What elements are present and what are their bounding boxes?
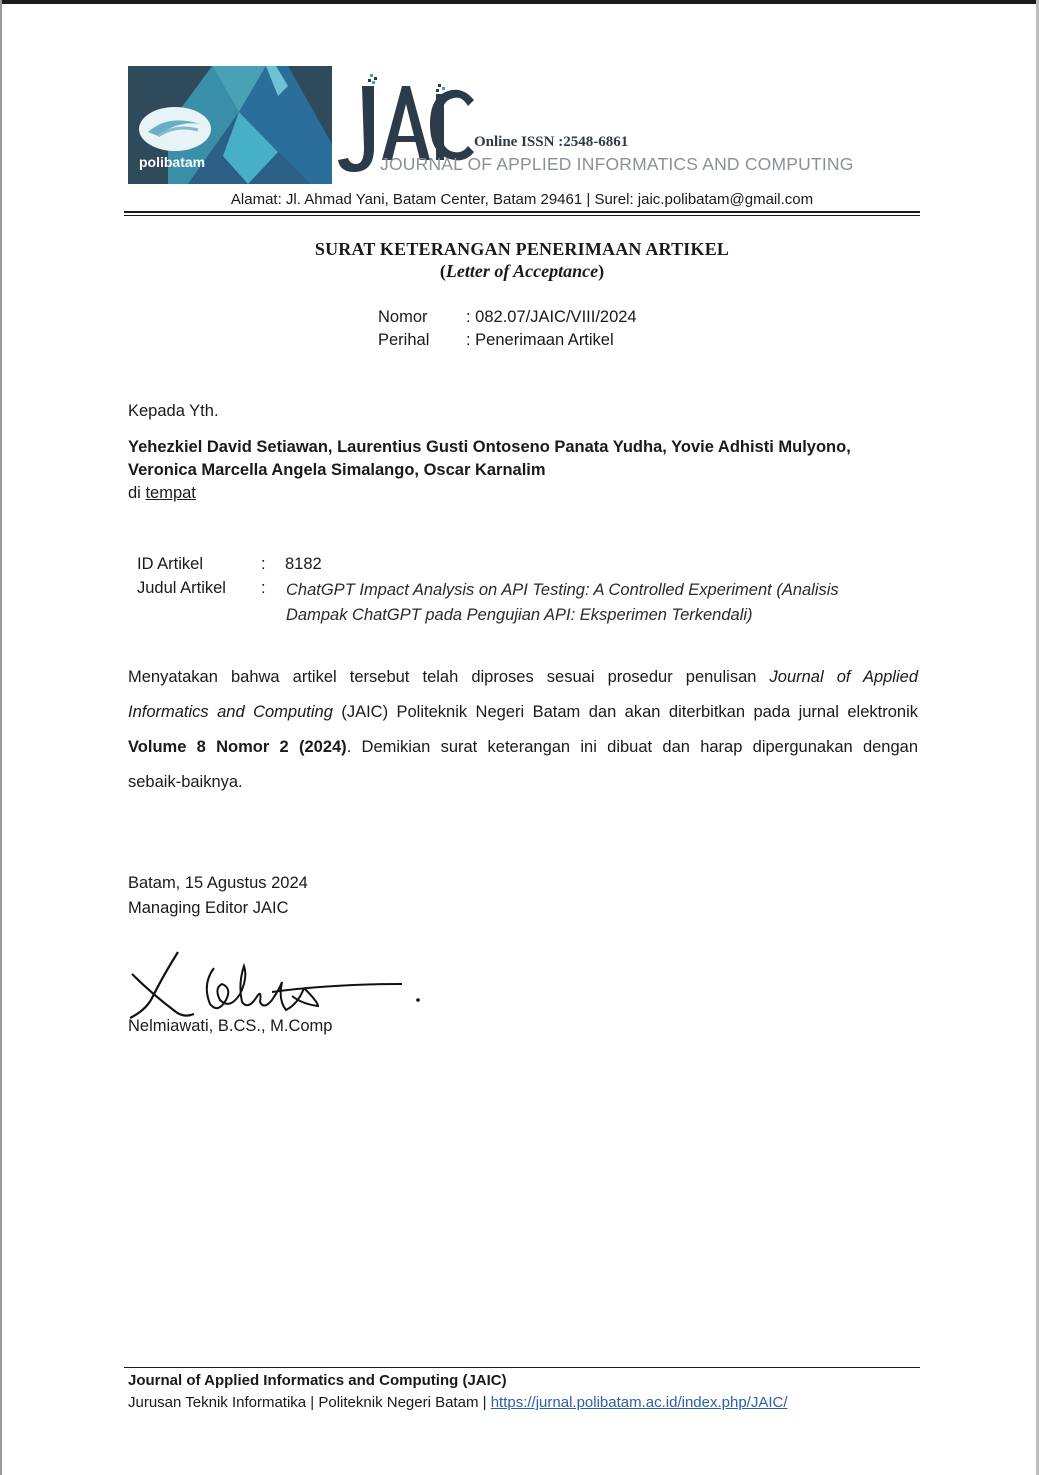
- journal-address: Alamat: Jl. Ahmad Yani, Batam Center, Batam 29461 | Surel: jaic.polibatam@gmail.com: [230, 191, 814, 208]
- signer-name: Nelmiawati, B.CS., M.Comp: [128, 1017, 333, 1035]
- recipients-line-2: Veronica Marcella Angela Simalango, Oscar Karnalim: [128, 461, 546, 479]
- issn-label: Online ISSN :2548-6861: [474, 134, 629, 150]
- logo-label: polibatam: [139, 154, 206, 170]
- salutation: Kepada Yth.: [128, 402, 219, 420]
- recipients-line-1: Yehezkiel David Setiawan, Laurentius Gusti Ontoseno Panata Yudha, Yovie Adhisti Mulyono,: [128, 438, 851, 456]
- article-id-row: ID Artikel : 8182: [137, 555, 322, 573]
- header-divider-thin: [124, 215, 920, 216]
- paragraph-line-2: Informatics and Computing (JAIC) Politeknik Negeri Batam dan akan diterbitkan pada jurnal elektronik: [128, 703, 918, 721]
- perihal-row: [378, 331, 614, 350]
- letter-subtitle: (Letter of Acceptance): [439, 261, 605, 281]
- footer-journal-name: Journal of Applied Informatics and Computing (JAIC): [128, 1372, 507, 1389]
- article-title-label: Judul Artikel: [137, 579, 226, 597]
- nomor-label: Nomor: [378, 308, 428, 326]
- article-title-line-2: Dampak ChatGPT pada Pengujian API: Eksperimen Terkendali): [286, 606, 753, 624]
- footer-dept: Jurusan Teknik Informatika | Politeknik Negeri Batam |: [128, 1394, 491, 1411]
- article-id-label: ID Artikel: [137, 555, 204, 573]
- perihal-value: : Penerimaan Artikel: [466, 331, 614, 349]
- perihal-label: Perihal: [378, 331, 430, 349]
- article-title-row: Judul Artikel :: [137, 579, 266, 597]
- paragraph-line-4: sebaik-baiknya.: [128, 773, 243, 791]
- letter-subtitle-italic: Letter of Acceptance: [445, 261, 599, 281]
- page-top-border: [0, 0, 1039, 4]
- nomor-row: [378, 308, 637, 327]
- header-divider-thick: [124, 211, 920, 213]
- article-id-value: 8182: [285, 555, 322, 573]
- recipients: [128, 436, 918, 482]
- footer-affiliation: [128, 1394, 788, 1411]
- jaic-wordmark: [334, 74, 854, 184]
- footer-journal-link[interactable]: https://jurnal.polibatam.ac.id/index.php/JAIC/: [490, 1394, 788, 1411]
- journal-full-name: JOURNAL OF APPLIED INFORMATICS AND COMPUTING: [380, 154, 854, 174]
- letter-title: SURAT KETERANGAN PENERIMAAN ARTIKEL: [314, 239, 730, 259]
- article-title-line-1: ChatGPT Impact Analysis on API Testing: A Controlled Experiment (Analisis: [286, 581, 839, 599]
- footer-divider: [124, 1367, 920, 1368]
- handwritten-signature: [122, 944, 432, 1024]
- paragraph-line-3: Volume 8 Nomor 2 (2024). Demikian surat keterangan ini dibuat dan harap dipergunakan dengan: [128, 738, 918, 756]
- place-line: di tempat: [128, 484, 196, 502]
- paragraph-line-1: Menyatakan bahwa artikel tersebut telah diproses sesuai prosedur penulisan Journal of Applied: [128, 668, 918, 686]
- statement-paragraph: [128, 660, 918, 800]
- polibatam-logo: [128, 66, 332, 184]
- place-word: tempat: [145, 484, 196, 502]
- page-left-border: [0, 0, 2, 1475]
- signer-role: Managing Editor JAIC: [128, 899, 289, 917]
- letter-date: Batam, 15 Agustus 2024: [128, 874, 308, 892]
- article-title: [286, 578, 896, 628]
- nomor-value: : 082.07/JAIC/VIII/2024: [466, 308, 637, 326]
